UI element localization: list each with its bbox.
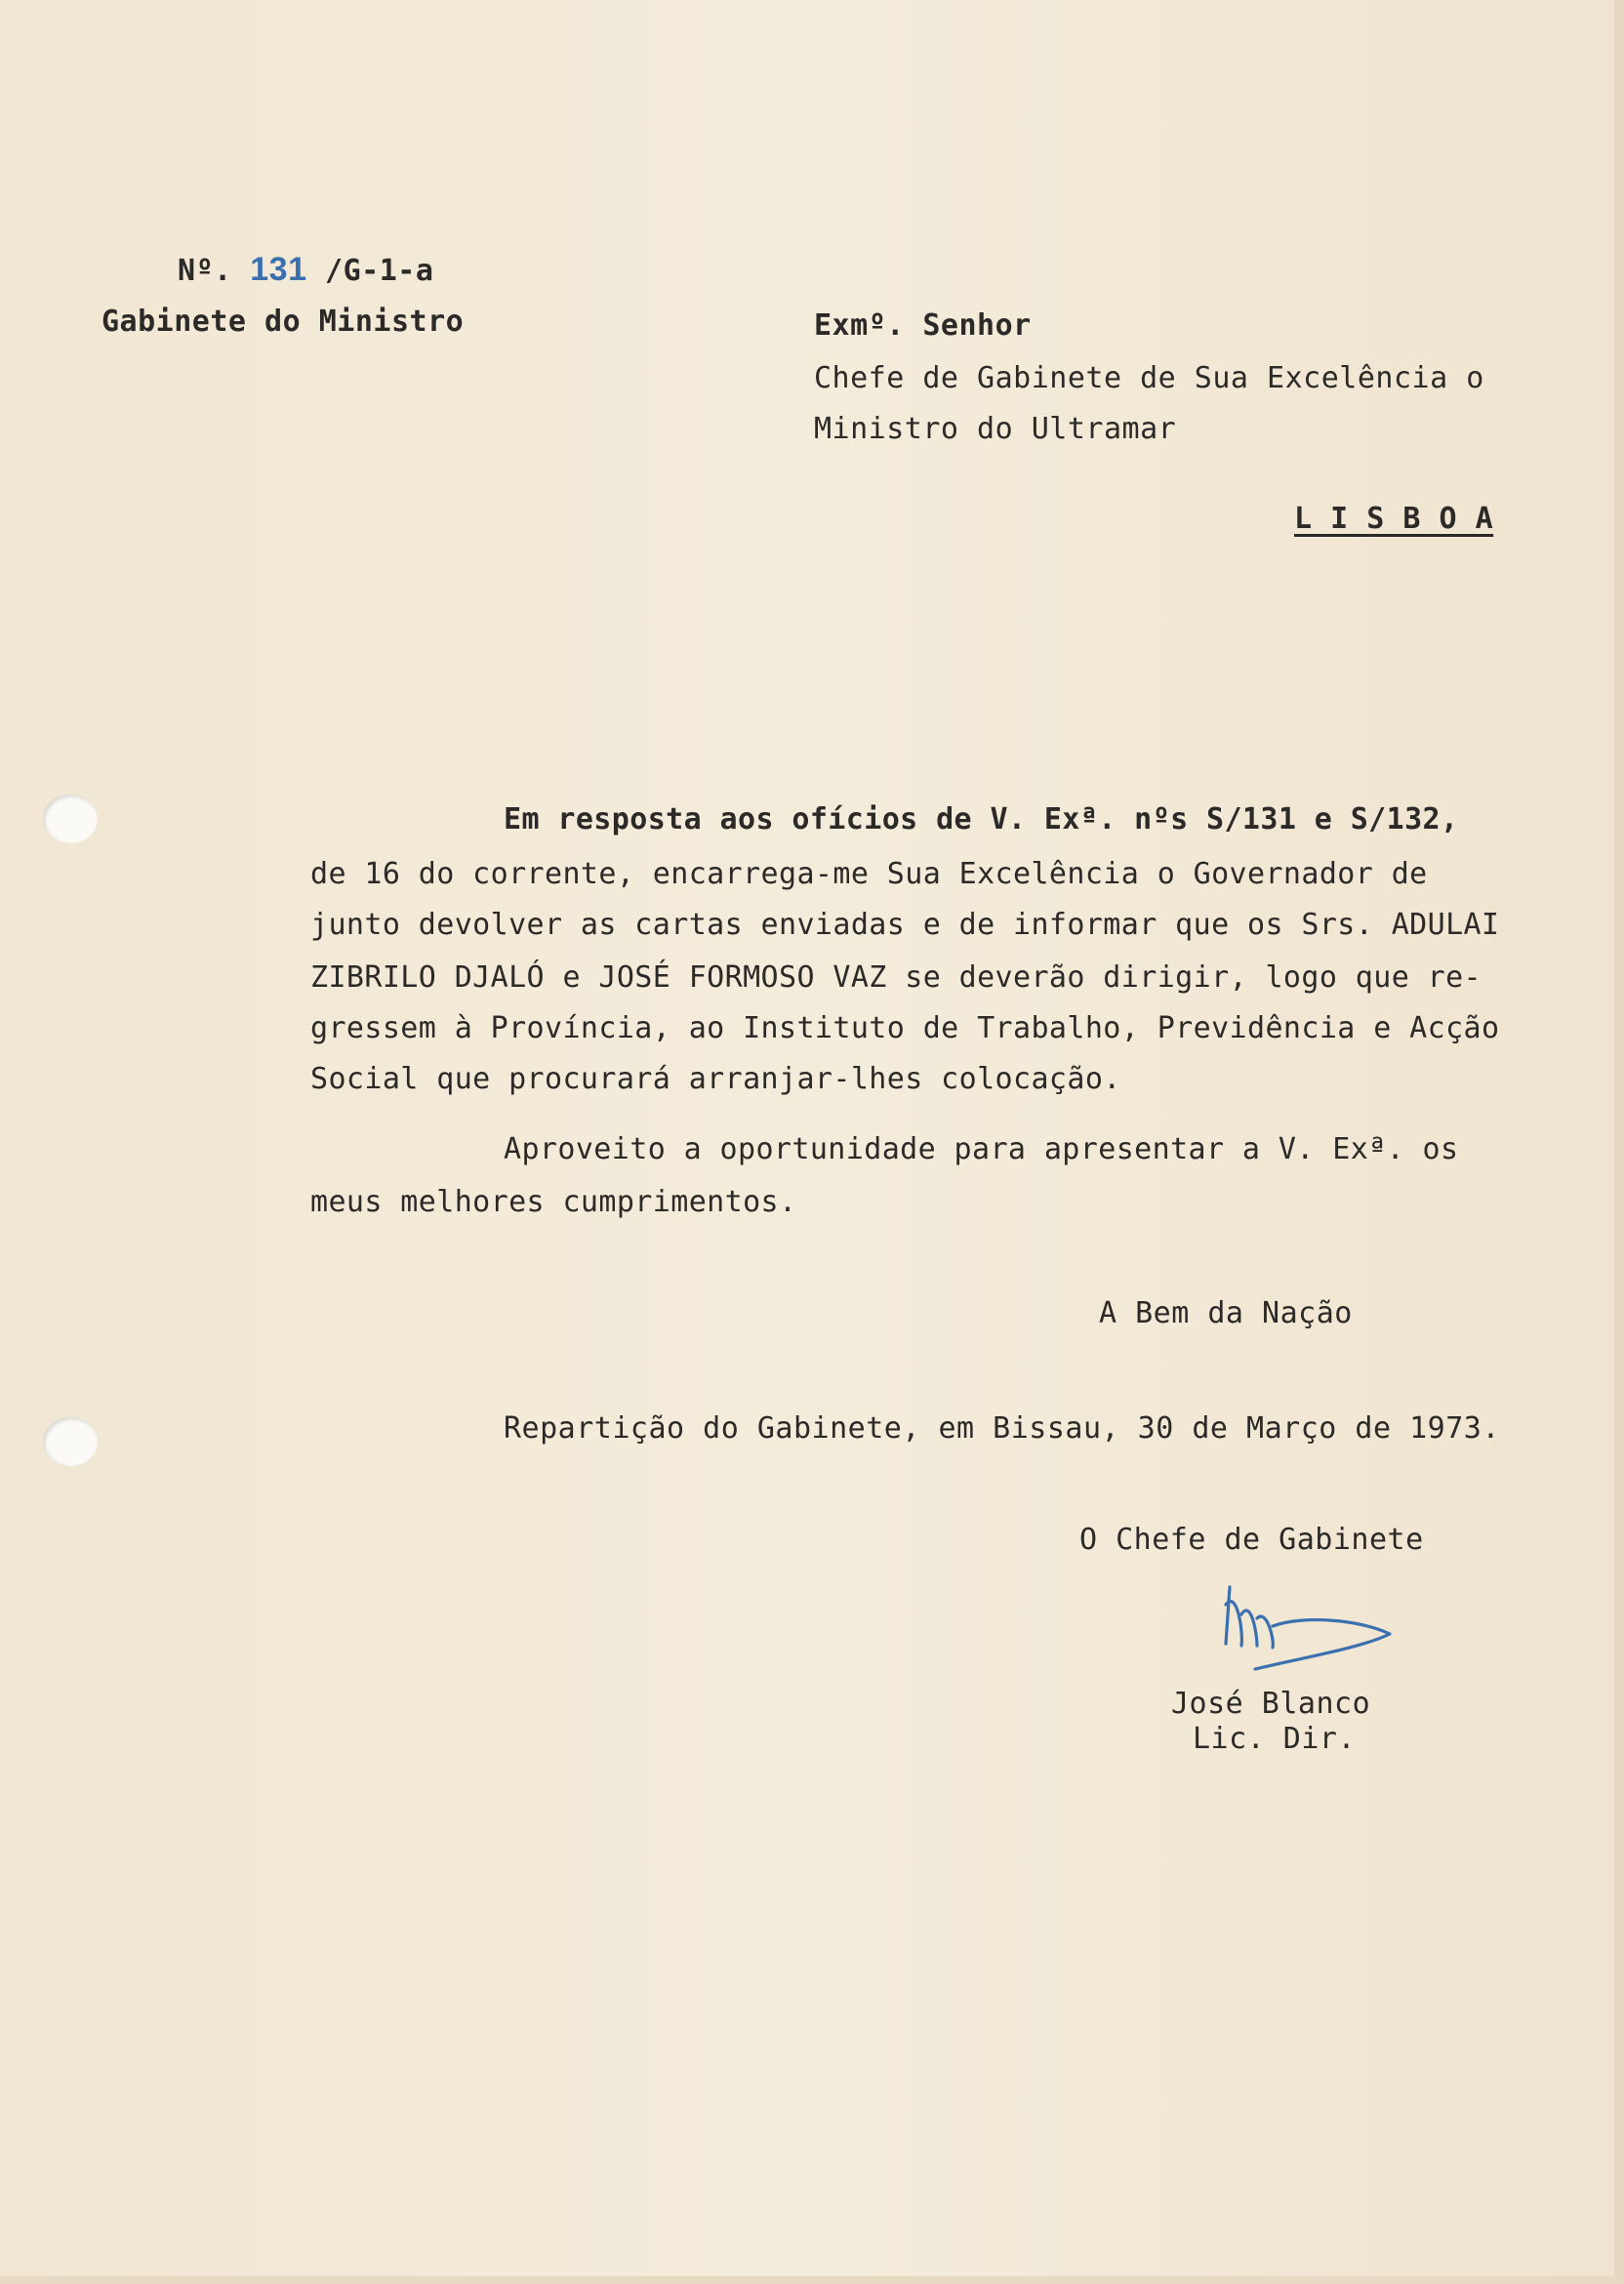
punch-hole-lower	[43, 1417, 98, 1466]
paper-edge-bottom	[0, 2276, 1624, 2284]
body-line: meus melhores cumprimentos.	[310, 1185, 797, 1219]
recipient-salutation: Exmº. Senhor	[814, 308, 1032, 343]
handwritten-signature	[1216, 1575, 1401, 1683]
reference-prefix: Nº.	[178, 254, 232, 288]
body-line: Em resposta aos ofícios de V. Exª. nºs S/131 e S/132,	[504, 802, 1459, 836]
closing-motto: A Bem da Nação	[1099, 1296, 1353, 1330]
signer-title: O Chefe de Gabinete	[1079, 1523, 1424, 1557]
reference-number	[178, 252, 433, 289]
sender-office: Gabinete do Ministro	[102, 305, 465, 339]
body-line: junto devolver as cartas enviadas e de informar que os Srs. ADULAI	[310, 908, 1500, 942]
signer-degree: Lic. Dir.	[1193, 1722, 1357, 1756]
recipient-line-2: Ministro do Ultramar	[814, 412, 1177, 446]
punch-hole-upper	[43, 795, 98, 843]
body-line: gressem à Província, ao Instituto de Trabalho, Previdência e Acção	[310, 1011, 1500, 1045]
body-line: Social que procurará arranjar-lhes colocação.	[310, 1062, 1121, 1096]
recipient-line-1: Chefe de Gabinete de Sua Excelência o	[814, 361, 1484, 395]
reference-suffix: /G-1-a	[325, 254, 434, 288]
recipient-city: L I S B O A	[1294, 502, 1494, 536]
body-line: Aproveito a oportunidade para apresentar a V. Exª. os	[504, 1132, 1459, 1166]
handwritten-reference-number: 131	[250, 251, 307, 288]
body-line: de 16 do corrente, encarrega-me Sua Excelência o Governador de	[310, 857, 1428, 891]
place-and-date: Repartição do Gabinete, em Bissau, 30 de Março de 1973.	[504, 1411, 1500, 1446]
body-line: ZIBRILO DJALÓ e JOSÉ FORMOSO VAZ se deverão dirigir, logo que re-	[310, 960, 1482, 995]
signer-name: José Blanco	[1171, 1687, 1371, 1721]
paper-edge-right	[1614, 0, 1624, 2284]
